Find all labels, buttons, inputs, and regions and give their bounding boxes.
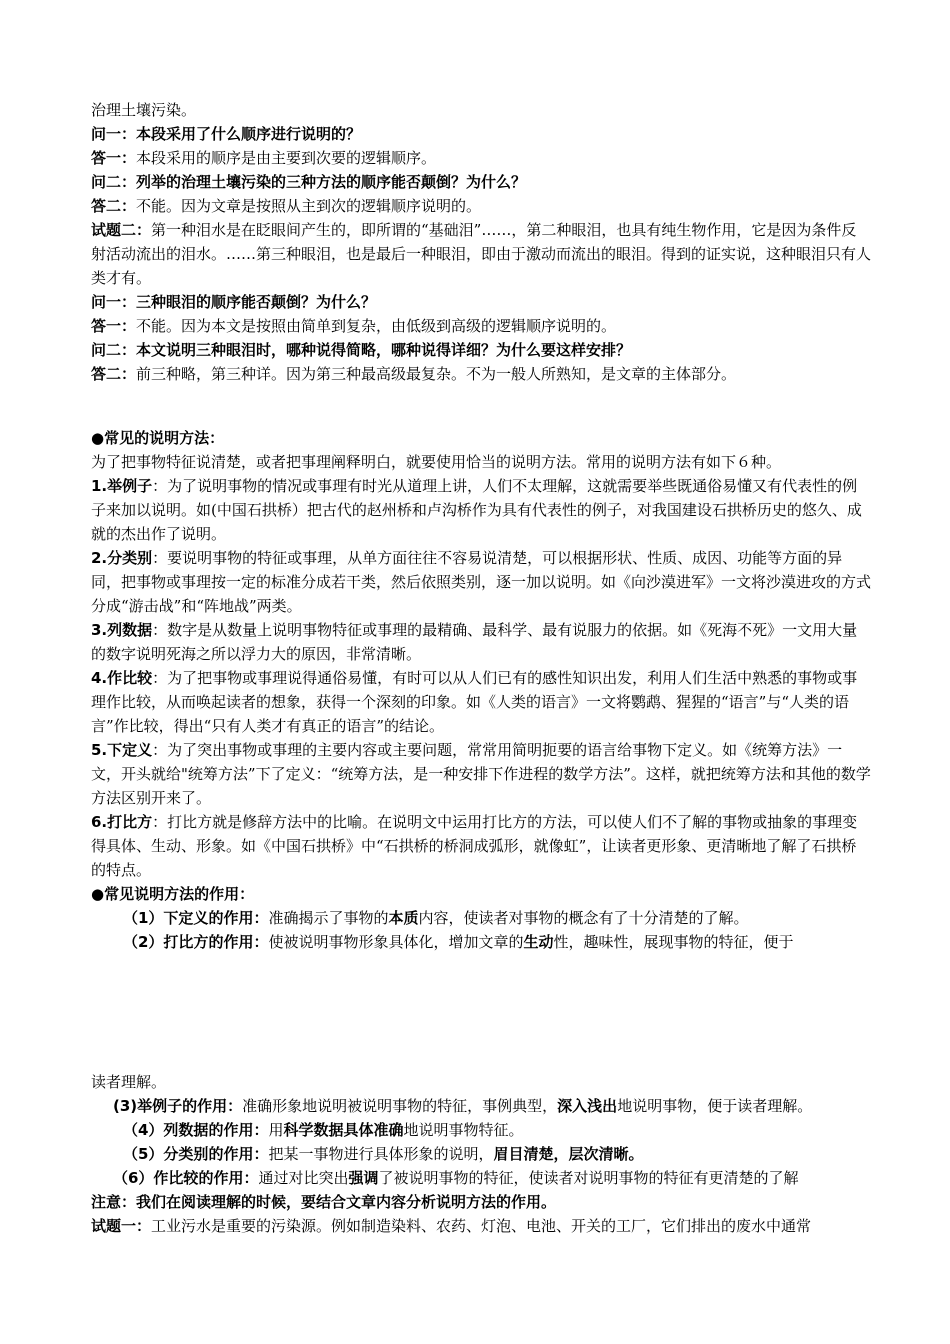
function-text: 使被说明事物形象具体化，增加文章的 — [268, 933, 524, 951]
answer-label: 答二： — [91, 197, 137, 215]
function-label: （6）作比较的作用： — [113, 1169, 259, 1187]
function-item — [91, 1166, 871, 1190]
test-item — [91, 218, 871, 290]
answer-line — [91, 362, 871, 386]
method-text: ：为了突出事物或事理的主要内容或主要问题，常常用简明扼要的语言给事物下定义。如《统筹方法》一文，开头就给"统筹方法”下了定义：“统筹方法，是一种安排下作进程的数学方法”。这样，就把统筹方法和其他的数学方法区别开来了。 — [91, 741, 871, 807]
function-label: （4）列数据的作用： — [123, 1121, 269, 1139]
paragraph-line: 治理土壤污染。 — [91, 101, 197, 119]
answer-line — [91, 194, 871, 218]
test-text: 工业污水是重要的污染源。例如制造染料、农药、灯泡、电池、开关的工厂，它们排出的废水中通常 — [151, 1217, 812, 1235]
function-text: 通过对比突出 — [258, 1169, 349, 1187]
function-keyword: 眉目清楚，层次清晰。 — [493, 1145, 644, 1163]
question-line — [91, 170, 871, 194]
method-text: ：数字是从数量上说明事物特征或事理的最精确、最科学、最有说服力的依据。如《死海不死》一文用大量的数字说明死海之所以浮力大的原因，非常清晰。 — [91, 621, 858, 663]
test-item — [91, 1214, 871, 1238]
function-text: 用 — [268, 1121, 284, 1139]
method-label: 2.分类别 — [91, 549, 153, 567]
function-label: （1）下定义的作用： — [123, 909, 269, 927]
method-text: ：为了说明事物的情况或事理有时光从道理上讲，人们不太理解，这就需要举些既通俗易懂又有代表性的例子来加以说明。如(中国石拱桥）把古代的赵州桥和卢沟桥作为具有代表性的例子，对我国建设石拱桥历史的悠久、成就的杰出作了说明。 — [91, 477, 862, 543]
function-text: 性，趣味性，展现事物的特征，便于 — [553, 933, 794, 951]
question-label: 问一： — [91, 293, 137, 311]
answer-label: 答一： — [91, 149, 137, 167]
method-item — [91, 738, 871, 810]
method-text: ：为了把事物或事理说得通俗易懂，有时可以从人们已有的感性知识出发，利用人们生活中熟悉的事物或事理作比较，从而唤起读者的想象，获得一个深刻的印象。如《人类的语言》一文将鹦鹉、猩猩的“语言”与“人类的语言”作比较，得出“只有人类才有真正的语言”的结论。 — [91, 669, 858, 735]
function-text: 地说明事物，便于读者理解。 — [617, 1097, 813, 1115]
paragraph-line: 读者理解。 — [91, 1073, 167, 1091]
functions-section — [91, 1070, 871, 1238]
note-line: 注意：我们在阅读理解的时候，要结合文章内容分析说明方法的作用。 — [91, 1193, 557, 1211]
function-text: 把某一事物进行具体形象的说明， — [268, 1145, 494, 1163]
method-text: ：打比方就是修辞方法中的比喻。在说明文中运用打比方的方法，可以使人们不了解的事物或抽象的事理变得具体、生动、形象。如《中国石拱桥》中“石拱桥的桥洞成弧形，就像虹”，让读者更形象、更清晰地了解了石拱桥的特点。 — [91, 813, 858, 879]
method-item — [91, 666, 871, 738]
question-text: 本段采用了什么顺序进行说明的？ — [136, 125, 362, 143]
answer-label: 答二： — [91, 365, 137, 383]
section-heading: ●常见说明方法的作用： — [91, 885, 255, 903]
answer-text: 不能。因为本文是按照由简单到复杂，由低级到高级的逻辑顺序说明的。 — [136, 317, 617, 335]
method-label: 3.列数据 — [91, 621, 153, 639]
function-keyword: 生动 — [523, 933, 554, 951]
method-label: 5.下定义 — [91, 741, 153, 759]
function-label: （5）分类别的作用： — [123, 1145, 269, 1163]
function-text: 准确揭示了事物的 — [268, 909, 389, 927]
function-item — [91, 906, 871, 930]
function-label: （2）打比方的作用： — [123, 933, 269, 951]
qa-section — [91, 98, 871, 386]
function-keyword: 强调 — [348, 1169, 379, 1187]
function-item — [91, 930, 871, 954]
answer-text: 前三种略，第三种详。因为第三种最高级最复杂。不为一般人所熟知，是文章的主体部分。 — [136, 365, 737, 383]
question-text: 三种眼泪的顺序能否颠倒？为什么？ — [136, 293, 377, 311]
function-text: 准确形象地说明被说明事物的特征，事例典型， — [242, 1097, 558, 1115]
question-label: 问二： — [91, 341, 137, 359]
method-item — [91, 546, 871, 618]
section-heading: ●常见的说明方法： — [91, 429, 225, 447]
function-keyword: 科学数据具体准确 — [283, 1121, 404, 1139]
question-line — [91, 290, 871, 314]
function-text: 内容，使读者对事物的概念有了十分清楚的了解。 — [418, 909, 749, 927]
question-label: 问二： — [91, 173, 137, 191]
function-item — [91, 1094, 871, 1118]
question-text: 列举的治理土壤污染的三种方法的顺序能否颠倒？为什么？ — [136, 173, 527, 191]
function-label: (3)举例子的作用： — [113, 1097, 243, 1115]
method-label: 1.举例子 — [91, 477, 153, 495]
method-item — [91, 810, 871, 882]
answer-text: 本段采用的顺序是由主要到次要的逻辑顺序。 — [136, 149, 437, 167]
answer-line — [91, 146, 871, 170]
method-label: 6.打比方 — [91, 813, 153, 831]
test-text: 第一种泪水是在眨眼间产生的，即所谓的“基础泪”……，第二种眼泪，也具有纯生物作用，它是因为条件反射活动流出的泪水。……第三种眼泪，也是最后一种眼泪，即由于激动而流出的眼泪。得到的证实说，这种眼泪只有人类才有。 — [91, 221, 872, 287]
test-label: 试题二： — [91, 221, 152, 239]
answer-label: 答一： — [91, 317, 137, 335]
method-item — [91, 618, 871, 666]
function-keyword: 深入浅出 — [557, 1097, 618, 1115]
function-keyword: 本质 — [388, 909, 419, 927]
question-line — [91, 338, 871, 362]
intro-line: 为了把事物特征说清楚，或者把事理阐释明白，就要使用恰当的说明方法。常用的说明方法有如下６种。 — [91, 453, 782, 471]
method-item — [91, 474, 871, 546]
method-label: 4.作比较 — [91, 669, 153, 687]
question-line — [91, 122, 871, 146]
function-text: 了被说明事物的特征，使读者对说明事物的特征有更清楚的了解 — [378, 1169, 799, 1187]
function-item — [91, 1142, 871, 1166]
test-label: 试题一： — [91, 1217, 152, 1235]
function-text: 地说明事物特征。 — [403, 1121, 524, 1139]
function-item — [91, 1118, 871, 1142]
question-label: 问一： — [91, 125, 137, 143]
method-text: ：要说明事物的特征或事理，从单方面往往不容易说清楚，可以根据形状、性质、成因、功能等方面的异同，把事物或事理按一定的标准分成若干类，然后依照类别，逐一加以说明。如《向沙漠进军》一文将沙漠进攻的方式分成“游击战”和“阵地战”两类。 — [91, 549, 872, 615]
question-text: 本文说明三种眼泪时，哪种说得简略，哪种说得详细？为什么要这样安排？ — [136, 341, 632, 359]
answer-line — [91, 314, 871, 338]
methods-section — [91, 426, 871, 954]
answer-text: 不能。因为文章是按照从主到次的逻辑顺序说明的。 — [136, 197, 482, 215]
